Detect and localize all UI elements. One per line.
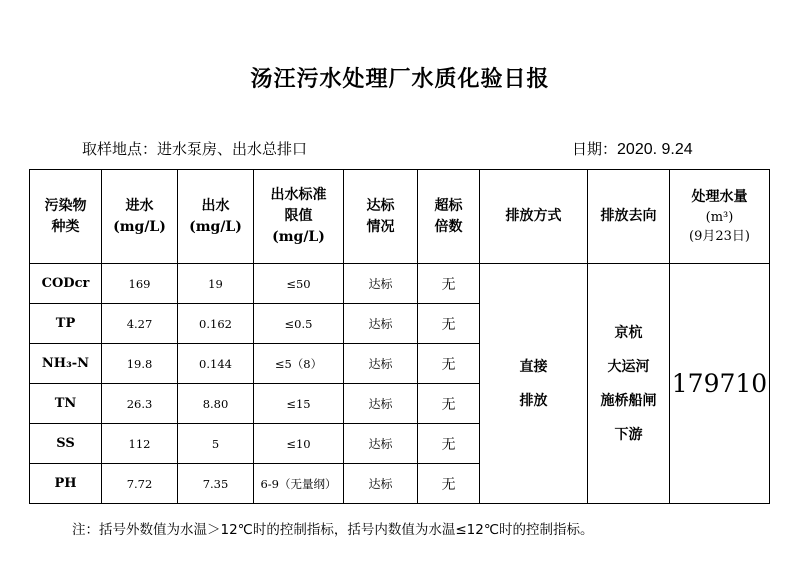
compliance-cell: 达标: [344, 384, 418, 424]
date-value: 2020. 9.24: [617, 141, 693, 158]
influent-cell: 26.3: [102, 384, 178, 424]
header-pollutant: 污染物 种类: [30, 170, 102, 264]
header-effluent: 出水 (mg/L): [178, 170, 254, 264]
compliance-cell: 达标: [344, 344, 418, 384]
influent-cell: 19.8: [102, 344, 178, 384]
header-discharge-method: 排放方式: [480, 170, 588, 264]
influent-cell: 7.72: [102, 464, 178, 504]
exceed-cell: 无: [418, 344, 480, 384]
sampling-location: 取样地点：进水泵房、出水总排口: [82, 140, 308, 158]
limit-cell: ≤10: [254, 424, 344, 464]
effluent-cell: 0.162: [178, 304, 254, 344]
header-row: [30, 170, 770, 264]
limit-cell: ≤5（8）: [254, 344, 344, 384]
effluent-cell: 8.80: [178, 384, 254, 424]
effluent-cell: 7.35: [178, 464, 254, 504]
exceed-cell: 无: [418, 464, 480, 504]
pollutant-cell: NH₃-N: [30, 344, 102, 384]
influent-cell: 4.27: [102, 304, 178, 344]
pollutant-cell: TN: [30, 384, 102, 424]
limit-cell: ≤0.5: [254, 304, 344, 344]
header-exceed: 超标 倍数: [418, 170, 480, 264]
limit-cell: 6-9（无量纲）: [254, 464, 344, 504]
header-volume: 处理水量 (m³) (9月23日): [670, 170, 770, 264]
water-quality-table: [29, 169, 770, 504]
compliance-cell: 达标: [344, 464, 418, 504]
pollutant-cell: PH: [30, 464, 102, 504]
limit-cell: ≤50: [254, 264, 344, 304]
table-row: [30, 264, 770, 304]
exceed-cell: 无: [418, 384, 480, 424]
header-influent: 进水 (mg/L): [102, 170, 178, 264]
compliance-cell: 达标: [344, 424, 418, 464]
report-date: [572, 138, 693, 159]
effluent-cell: 0.144: [178, 344, 254, 384]
exceed-cell: 无: [418, 264, 480, 304]
exceed-cell: 无: [418, 304, 480, 344]
compliance-cell: 达标: [344, 304, 418, 344]
header-limit: 出水标准 限值 (mg/L): [254, 170, 344, 264]
report-title: 汤汪污水处理厂水质化验日报: [250, 66, 550, 91]
discharge-method-cell: 直接 排放: [480, 264, 588, 504]
date-label: 日期：: [572, 140, 618, 158]
exceed-cell: 无: [418, 424, 480, 464]
pollutant-cell: SS: [30, 424, 102, 464]
header-discharge-destination: 排放去向: [588, 170, 670, 264]
treated-volume-cell: 179710: [670, 264, 770, 504]
effluent-cell: 19: [178, 264, 254, 304]
effluent-cell: 5: [178, 424, 254, 464]
discharge-destination-cell: 京杭 大运河 施桥船闸 下游: [588, 264, 670, 504]
limit-cell: ≤15: [254, 384, 344, 424]
compliance-cell: 达标: [344, 264, 418, 304]
influent-cell: 112: [102, 424, 178, 464]
footnote: 注：括号外数值为水温＞12℃时的控制指标，括号内数值为水温≤12℃时的控制指标。: [72, 522, 594, 538]
influent-cell: 169: [102, 264, 178, 304]
pollutant-cell: CODcr: [30, 264, 102, 304]
header-compliance: 达标 情况: [344, 170, 418, 264]
pollutant-cell: TP: [30, 304, 102, 344]
